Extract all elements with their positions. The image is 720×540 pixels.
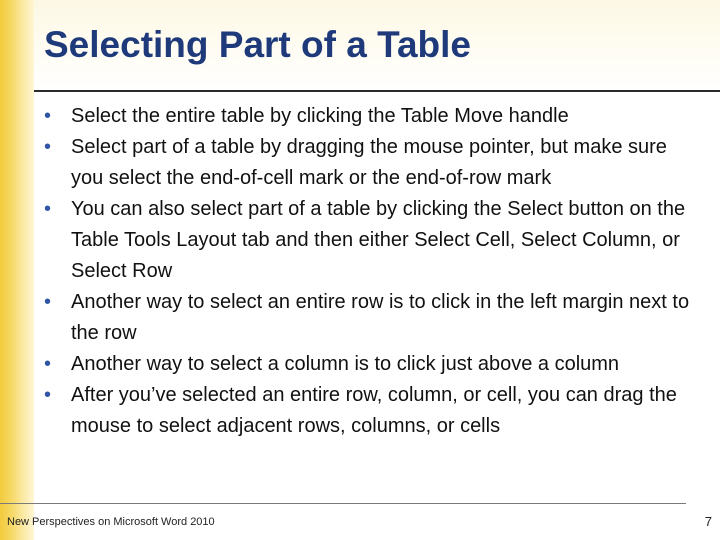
bullet-text: Select part of a table by dragging the mouse pointer, but make sure you select the end-of-cell mark or the end-of-row mark	[71, 136, 667, 189]
bullet-marker: •	[44, 291, 52, 313]
footer-text: New Perspectives on Microsoft Word 2010	[7, 516, 215, 528]
bullet-item	[44, 101, 694, 132]
bullet-item	[44, 349, 694, 380]
bullet-marker: •	[44, 136, 52, 158]
bullet-list	[44, 101, 694, 442]
bullet-item	[44, 287, 694, 349]
bullet-text: Select the entire table by clicking the Table Move handle	[71, 105, 569, 127]
bullet-text: Another way to select a column is to click just above a column	[71, 353, 620, 375]
bullet-marker: •	[44, 105, 52, 127]
bullet-item	[44, 194, 694, 287]
bullet-item	[44, 132, 694, 194]
bullet-marker: •	[44, 198, 52, 220]
slide-title: Selecting Part of a Table	[44, 24, 471, 65]
bullet-text: Another way to select an entire row is to click in the left margin next to the row	[71, 291, 690, 344]
title-divider	[34, 90, 720, 92]
bullet-marker: •	[44, 384, 52, 406]
page-number: 7	[704, 514, 712, 529]
bullet-item	[44, 380, 694, 442]
side-accent-band	[0, 0, 34, 540]
bullet-text: After you’ve selected an entire row, column, or cell, you can drag the mouse to select adjacent rows, columns, or cells	[71, 384, 677, 437]
bullet-marker: •	[44, 353, 52, 375]
footer-divider	[0, 503, 686, 504]
bullet-text: You can also select part of a table by clicking the Select button on the Table Tools Layout tab and then either Select Cell, Select Column, or Select Row	[71, 198, 686, 282]
